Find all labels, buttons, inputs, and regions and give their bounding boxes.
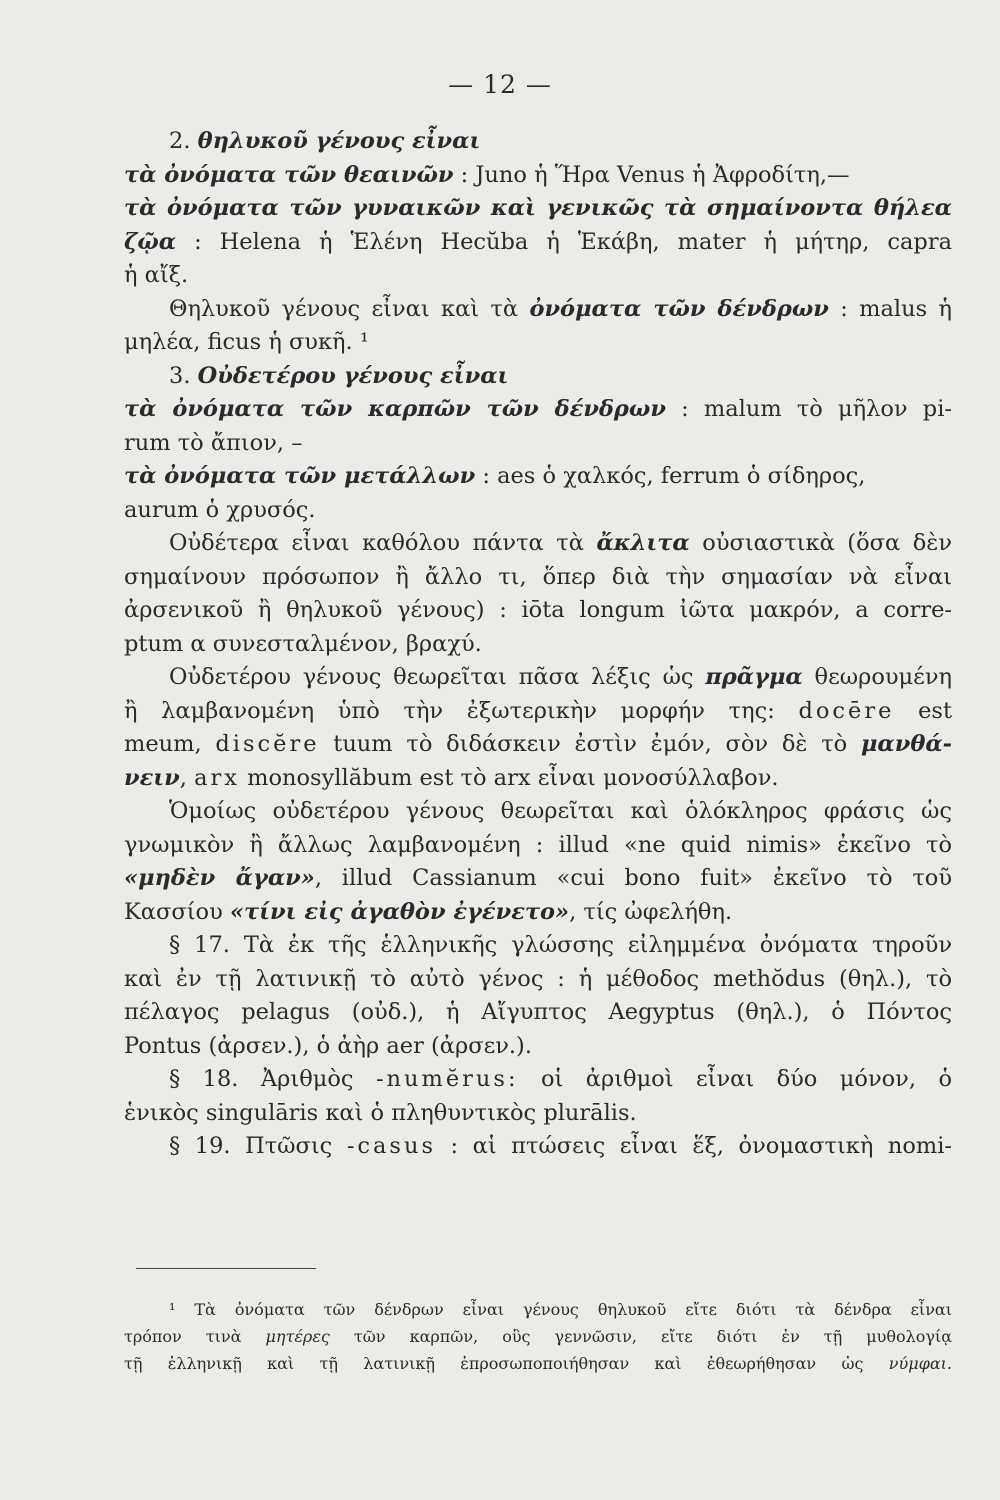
text-run: aurum ὁ χρυσός. [124,496,316,523]
text-line [124,192,952,226]
spaced-term: arx [194,764,240,791]
text-line [124,259,952,293]
text-line [124,393,952,427]
bold-term: «τίνι εἰς ἀγαθὸν ἐγένετο» [229,898,570,925]
bold-term: τὰ ὀνόματα τῶν γυναικῶν καὶ γενικῶς τὰ σημαίνοντα θήλεα [124,195,952,221]
text-line [124,1030,952,1064]
text-run: , illud Cassianum «cui bono fuit» ἐκεῖνο τὸ τοῦ [314,865,952,891]
text-run: ἀρσενικοῦ ἢ θηλυκοῦ γένους) : iōta longum ἰῶτα μακρόν, a corre- [124,597,952,623]
text-line [124,695,952,729]
text-run: Θηλυκοῦ γένους εἶναι καὶ τὰ [169,295,530,322]
footnotes [124,1296,952,1377]
text-run: meum, [124,731,216,757]
text-line [124,896,952,930]
bold-term: πρᾶγμα [705,664,803,690]
footnote-rule [136,1268,316,1269]
text-run: , τίς ὠφελήθη. [569,898,733,925]
text-line [124,996,952,1030]
text-run: : αἱ πτώσεις εἶναι ἕξ, ὀνομαστικὴ nomi- [436,1133,952,1159]
text-run: σημαίνουν πρόσωπον ἢ ἄλλο τι, ὅπερ διὰ τὴν σημασίαν νὰ εἶναι [124,563,952,590]
text-line [124,628,952,662]
text-run: § 17. Τὰ ἐκ τῆς ἑλληνικῆς γλώσσης εἰλημμένα ὀνόματα τηροῦν [169,932,952,958]
text-line [124,125,952,159]
text-run: Pontus (ἀρσεν.), ὁ ἀὴρ aer (ἀρσεν.). [124,1032,532,1059]
text-run: est [894,697,952,724]
spaced-term: discĕre [215,731,320,757]
text-run: μηλέα, ficus ἡ συκῆ. ¹ [124,329,369,355]
spaced-term: -numĕrus: [375,1066,519,1092]
text-line [124,594,952,628]
footnote-line [124,1296,952,1323]
text-run: Ὁμοίως οὐδετέρου γένους θεωρεῖται καὶ ὁλόκληρος φράσις ὡς [169,798,952,824]
text-run: : Juno ἡ Ἥρα Venus ἡ Ἀφροδίτη,— [453,161,850,188]
text-line [124,929,952,963]
text-line [124,728,952,762]
text-line [124,1097,952,1131]
text-line [124,762,952,796]
text-run: πέλαγος pelagus (οὐδ.), ἡ Αἴγυπτος Aegyptus (θηλ.), ὁ Πόντος [124,999,952,1025]
page-number: — 12 — [448,70,552,99]
text-run: : Helena ἡ Ἑλένη Hecŭba ἡ Ἑκάβη, mater ἡ μήτηρ, capra [176,228,952,255]
text-line [124,293,952,327]
text-run: : aes ὁ χαλκός, ferrum ὁ σίδηρος, [475,463,866,489]
text-run: rum τὸ ἄπιον, – [124,429,303,456]
bold-term: ἄκλιτα [596,530,690,556]
text-line [124,326,952,360]
text-run: τῇ ἑλληνικῇ καὶ τῇ λατινικῇ ἐπροσωποποιήθησαν καὶ ἐθεωρήθησαν ὡς [124,1354,889,1373]
bold-term: «μηδὲν ἄγαν» [124,865,315,891]
text-line [124,494,952,528]
text-line [124,661,952,695]
text-run: § 18. Ἀριθμὸς [169,1066,376,1092]
text-line [124,829,952,863]
text-run: τῶν καρπῶν, οὓς γεννῶσιν, εἴτε διότι ἐν τῇ μυθολογίᾳ [329,1327,952,1346]
text-run: ἢ λαμβανομένη ὑπὸ τὴν ἐξωτερικὴν μορφήν της: [124,697,799,724]
bold-term: τὰ ὀνόματα τῶν θεαινῶν [124,161,454,188]
spaced-term: docēre [798,697,895,724]
text-line [124,159,952,193]
text-line [124,561,952,595]
body-text [124,125,952,1164]
footnote-line [124,1323,952,1350]
text-run: οὐσιαστικὰ (ὅσα δὲν [689,530,952,556]
text-run: γνωμικὸν ἢ ἄλλως λαμβανομένη : illud «ne quid nimis» ἐκεῖνο τὸ [124,831,952,858]
bold-term: Οὐδετέρου γένους εἶναι [197,362,509,389]
text-run: monosyllăbum est τὸ arx εἶναι μονοσύλλαβον. [239,764,779,791]
italic-term: νύμφαι. [888,1354,952,1373]
text-run: τρόπον τινὰ [124,1327,266,1346]
text-run: tuum τὸ διδάσκειν ἐστὶν ἐμόν, σὸν δὲ τὸ [319,731,861,757]
text-run: : malum τὸ μῆλον pi- [665,396,952,422]
text-run: : malus ἡ [828,295,952,322]
text-run: Οὐδετέρου γένους θεωρεῖται πᾶσα λέξις ὡς [169,664,706,690]
text-run: ptum α συνεσταλμένον, βραχύ. [124,630,482,657]
bold-term: θηλυκοῦ γένους εἶναι [197,128,481,154]
spaced-term: -casus [346,1133,437,1159]
text-run: Κασσίου [124,898,230,925]
text-line [124,427,952,461]
italic-term: μητέρες [265,1327,330,1346]
text-line [124,1063,952,1097]
bold-term: νειν [124,764,180,791]
text-run: § 19. Πτῶσις [169,1133,347,1159]
text-run: ἡ αἴξ. [124,262,189,288]
text-line [124,460,952,494]
bold-term: τὰ ὀνόματα τῶν καρπῶν τῶν δένδρων [124,396,666,422]
bold-term: ζῷα [124,228,177,255]
text-line [124,360,952,394]
text-line [124,527,952,561]
text-run: ¹ Τὰ ὀνόματα τῶν δένδρων εἶναι γένους θηλυκοῦ εἴτε διότι τὰ δένδρα εἶναι [169,1300,952,1319]
text-run: ἑνικὸς singulāris καὶ ὁ πληθυντικὸς plurālis. [124,1099,637,1126]
text-run: Οὐδέτερα εἶναι καθόλου πάντα τὰ [169,530,597,556]
footnote-line [124,1350,952,1377]
text-run: οἱ ἀριθμοὶ εἶναι δύο μόνον, ὁ [518,1066,952,1092]
text-run: θεωρουμένη [802,664,952,690]
text-line [124,226,952,260]
bold-term: μανθά- [860,731,952,757]
text-run: 3. [169,362,198,389]
text-run: 2. [169,128,198,154]
text-line [124,862,952,896]
bold-term: τὰ ὀνόματα τῶν μετάλλων [124,463,476,489]
bold-term: ὀνόματα τῶν δένδρων [529,295,829,322]
text-line [124,795,952,829]
text-run: καὶ ἐν τῇ λατινικῇ τὸ αὐτὸ γένος : ἡ μέθοδος methŏdus (θηλ.), τὸ [124,965,952,992]
text-line [124,1130,952,1164]
text-run: , [179,764,195,791]
text-line [124,963,952,997]
